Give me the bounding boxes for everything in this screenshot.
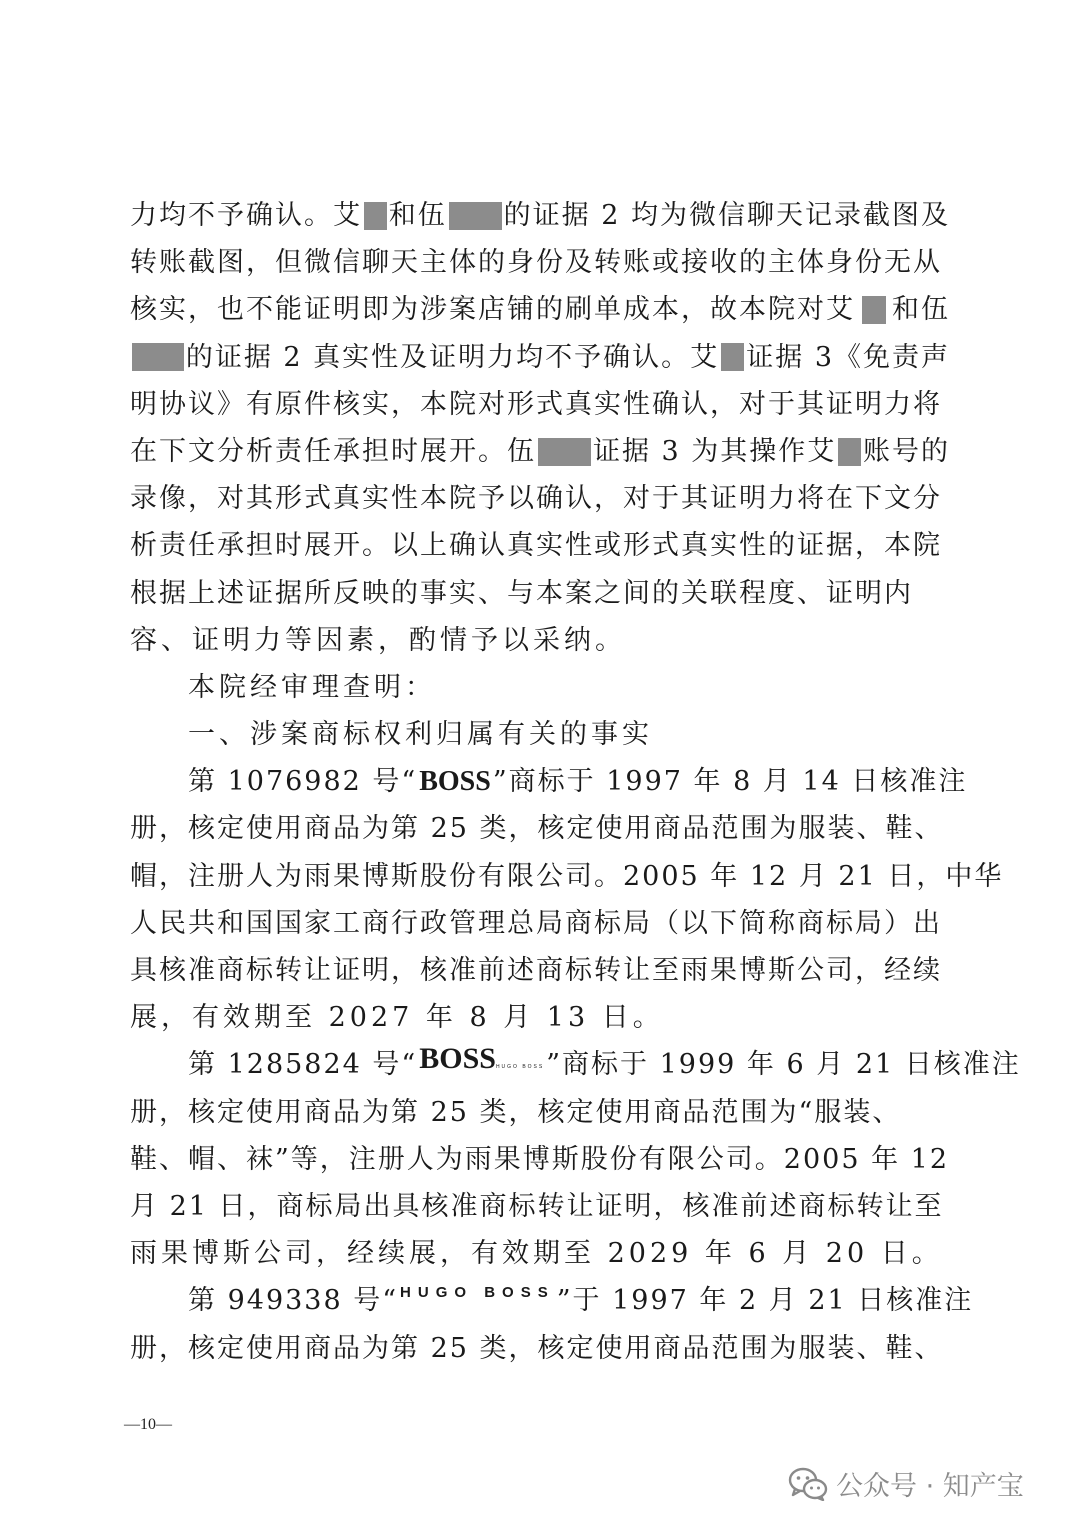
text-line bbox=[130, 947, 950, 994]
text-segment: 册，核定使用商品为第 25 类，核定使用商品范围为“服装、 bbox=[130, 1096, 902, 1128]
redaction-block bbox=[538, 438, 591, 466]
text-line bbox=[130, 853, 1004, 900]
watermark-text: 公众号 · 知产宝 bbox=[836, 1471, 1024, 1502]
text-line bbox=[130, 475, 950, 522]
text-line bbox=[130, 900, 950, 947]
text-segment: 雨果博斯公司，经续展，有效期至 2029 年 6 月 20 日。 bbox=[130, 1238, 943, 1270]
boss-hugo-boss-logo bbox=[419, 1041, 545, 1075]
boss-logo: BOSS bbox=[419, 766, 491, 798]
document-body bbox=[130, 192, 1021, 1372]
redaction-block bbox=[838, 438, 861, 466]
text-line bbox=[130, 1183, 950, 1230]
text-segment: 第 1076982 号“ bbox=[188, 766, 418, 798]
text-segment: 明协议》有原件核实，本院对形式真实性确认，对于其证明力将 bbox=[130, 388, 942, 420]
text-segment: 和伍 bbox=[892, 294, 950, 326]
text-segment: ”商标于 1999 年 6 月 21 日核准注 bbox=[546, 1049, 1021, 1081]
text-segment: 和伍 bbox=[388, 200, 447, 231]
text-segment: 册，核定使用商品为第 25 类，核定使用商品范围为服装、鞋、 bbox=[130, 813, 944, 845]
watermark bbox=[788, 1464, 1024, 1503]
boss-logo-main: BOSS bbox=[419, 1041, 496, 1075]
text-line bbox=[130, 286, 950, 333]
text-line bbox=[130, 428, 950, 475]
redaction-block bbox=[132, 343, 184, 371]
text-line bbox=[130, 664, 950, 711]
text-segment: ”于 1997 年 2 月 21 日核准注 bbox=[556, 1285, 974, 1317]
text-segment: 证据 3 为其操作艾 bbox=[592, 435, 837, 467]
text-line bbox=[130, 617, 950, 664]
page-number: —10— bbox=[124, 1416, 172, 1433]
text-line bbox=[130, 1136, 950, 1183]
boss-logo-sub: HUGO BOSS bbox=[495, 1063, 545, 1070]
text-line bbox=[130, 192, 950, 239]
text-line bbox=[130, 1089, 950, 1136]
text-segment: ”商标于 1997 年 8 月 14 日核准注 bbox=[492, 766, 968, 798]
text-line bbox=[130, 522, 950, 569]
text-line bbox=[130, 758, 968, 805]
text-line bbox=[130, 239, 950, 286]
text-line bbox=[130, 805, 950, 852]
redaction-block bbox=[449, 202, 502, 230]
text-line bbox=[130, 1041, 1021, 1088]
text-segment: 力均不予确认。艾 bbox=[130, 200, 362, 231]
text-segment: 的证据 2 均为微信聊天记录截图及 bbox=[503, 200, 950, 231]
text-segment: 账号的 bbox=[863, 435, 950, 467]
redaction-block bbox=[862, 296, 886, 324]
text-segment: 第 949338 号“ bbox=[188, 1285, 399, 1317]
text-segment: 鞋、帽、袜”等，注册人为雨果博斯股份有限公司。2005 年 12 bbox=[130, 1143, 950, 1175]
wechat-icon bbox=[788, 1467, 828, 1501]
text-segment: 的证据 2 真实性及证明力均不予确认。艾 bbox=[185, 341, 720, 373]
text-segment: 根据上述证据所反映的事实、与本案之间的关联程度、证明内 bbox=[130, 577, 913, 609]
text-line bbox=[130, 570, 950, 617]
text-line bbox=[130, 334, 950, 381]
text-segment: 本院经审理查明： bbox=[188, 671, 436, 703]
text-segment: 一、涉案商标权利归属有关的事实 bbox=[188, 719, 653, 751]
text-segment: 人民共和国国家工商行政管理总局商标局（以下简称商标局）出 bbox=[130, 907, 942, 939]
text-segment: 在下文分析责任承担时展开。伍 bbox=[130, 435, 536, 467]
text-line bbox=[130, 711, 950, 758]
text-segment: 核实，也不能证明即为涉案店铺的刷单成本，故本院对艾 bbox=[130, 294, 855, 326]
text-segment: 具核准商标转让证明，核准前述商标转让至雨果博斯公司，经续 bbox=[130, 955, 942, 986]
redaction-block bbox=[364, 202, 387, 230]
text-segment: 月 21 日，商标局出具核准商标转让证明，核准前述商标转让至 bbox=[130, 1190, 944, 1222]
text-segment: 帽，注册人为雨果博斯股份有限公司。2005 年 12 月 21 日，中华 bbox=[130, 860, 1004, 892]
text-segment: 册，核定使用商品为第 25 类，核定使用商品范围为服装、鞋、 bbox=[130, 1332, 944, 1364]
text-segment: 转账截图，但微信聊天主体的身份及转账或接收的主体身份无从 bbox=[130, 247, 942, 279]
text-segment: 录像，对其形式真实性本院予以确认，对于其证明力将在下文分 bbox=[130, 483, 942, 515]
text-line bbox=[130, 381, 950, 428]
hugo-boss-logo: HUGO BOSS bbox=[400, 1284, 555, 1302]
text-segment: 证据 3《免责声 bbox=[746, 341, 950, 373]
text-segment: 容、证明力等因素，酌情予以采纳。 bbox=[130, 624, 626, 656]
text-line bbox=[130, 1325, 950, 1372]
text-line bbox=[130, 1277, 974, 1324]
text-segment: 第 1285824 号“ bbox=[188, 1049, 418, 1081]
text-segment: 展，有效期至 2027 年 8 月 13 日。 bbox=[130, 1002, 664, 1034]
text-line bbox=[130, 994, 950, 1041]
text-segment: 析责任承担时展开。以上确认真实性或形式真实性的证据，本院 bbox=[130, 530, 942, 562]
redaction-block bbox=[721, 343, 744, 371]
